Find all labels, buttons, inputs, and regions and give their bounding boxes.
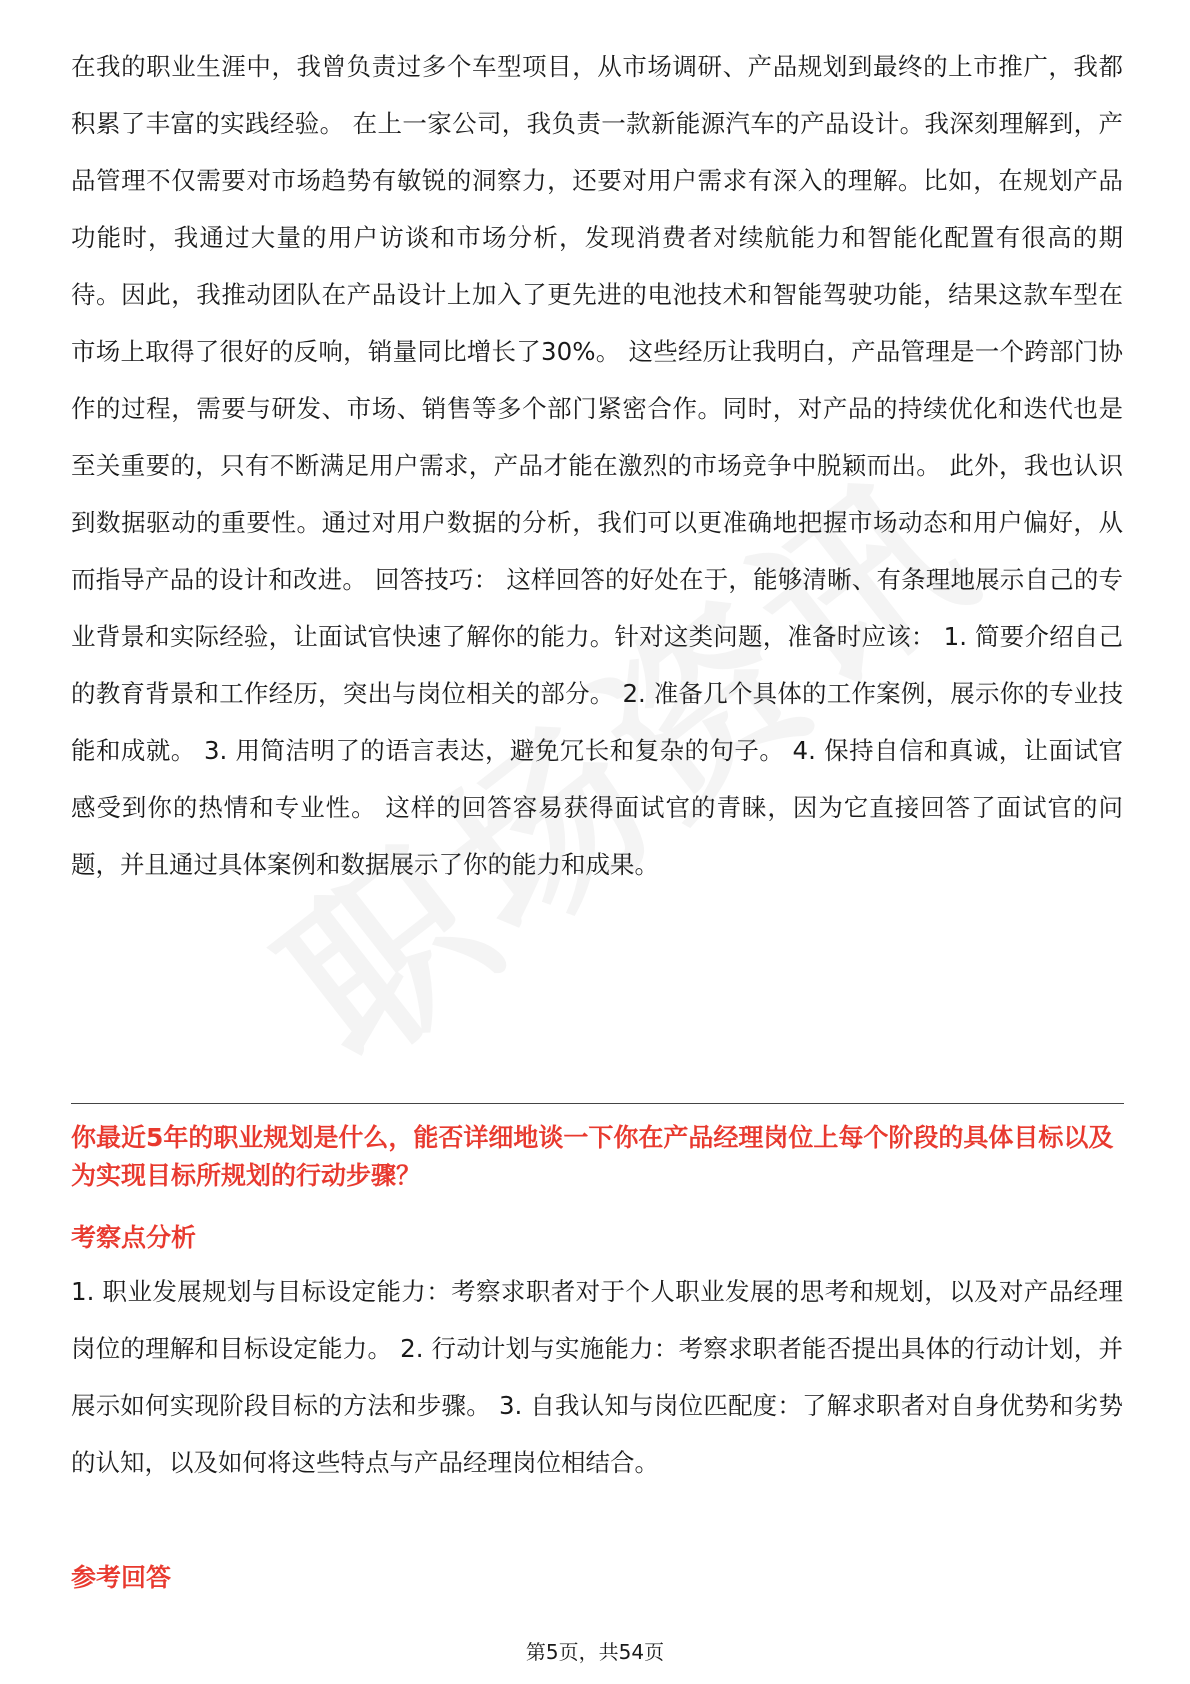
analysis-heading: 考察点分析 <box>71 1223 197 1252</box>
section-divider <box>71 1103 1124 1104</box>
page-footer: 第5页，共54页 <box>525 1640 665 1664</box>
interview-question: 你最近5年的职业规划是什么，能否详细地谈一下你在产品经理岗位上每个阶段的具体目标以及为实现目标所规划的行动步骤？ <box>71 1123 1114 1190</box>
answer-paragraph: 在我的职业生涯中，我曾负责过多个车型项目，从市场调研、产品规划到最终的上市推广，我都积累了丰富的实践经验。 在上一家公司，我负责一款新能源汽车的产品设计。我深刻理解到，产品管理不仅需要对市场趋势有敏锐的洞察力，还要对用户需求有深入的理解。比如，在规划产品功能时，我通过大量的用户访谈和市场分析，发现消费者对续航能力和智能化配置有很高的期待。因此，我推动团队在产品设计上加入了更先进的电池技术和智能驾驶功能，结果这款车型在市场上取得了很好的反响，销量同比增长了30%。 这些经历让我明白，产品管理是一个跨部门协作的过程，需要与研发、市场、销售等多个部门紧密合作。同时，对产品的持续优化和迭代也是至关重要的，只有不断满足用户需求，产品才能在激烈的市场竞争中脱颖而出。 此外，我也认识到数据驱动的重要性。通过对用户数据的分析，我们可以更准确地把握市场动态和用户偏好，从而指导产品的设计和改进。 回答技巧： 这样回答的好处在于，能够清晰、有条理地展示自己的专业背景和实际经验，让面试官快速了解你的能力。针对这类问题，准备时应该： 1. 简要介绍自己的教育背景和工作经历，突出与岗位相关的部分。 2. 准备几个具体的工作案例，展示你的专业技能和成就。 3. 用简洁明了的语言表达，避免冗长和复杂的句子。 4. 保持自信和真诚，让面试官感受到你的热情和专业性。 这样的回答容易获得面试官的青睐，因为它直接回答了面试官的问题，并且通过具体案例和数据展示了你的能力和成果。 <box>71 52 1123 879</box>
reference-answer-heading: 参考回答 <box>71 1563 172 1592</box>
analysis-paragraph: 1. 职业发展规划与目标设定能力：考察求职者对于个人职业发展的思考和规划，以及对产品经理岗位的理解和目标设定能力。 2. 行动计划与实施能力：考察求职者能否提出具体的行动计划，并展示如何实现阶段目标的方法和步骤。 3. 自我认知与岗位匹配度：了解求职者对自身优势和劣势的认知，以及如何将这些特点与产品经理岗位相结合。 <box>71 1277 1123 1477</box>
